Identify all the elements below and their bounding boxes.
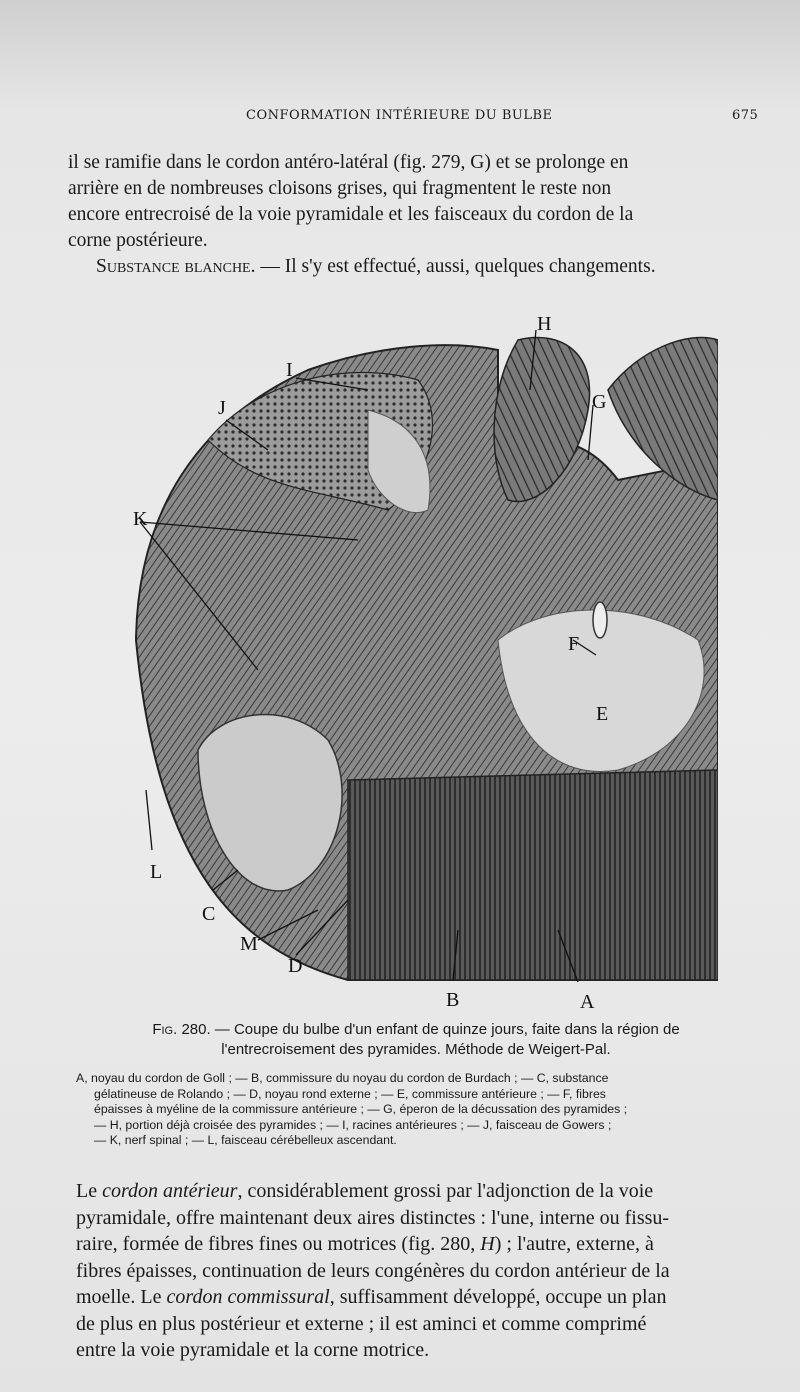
text-line bbox=[76, 1178, 766, 1205]
text-line bbox=[76, 1231, 766, 1258]
figure-label: F bbox=[568, 633, 580, 655]
legend-line: — K, nerf spinal ; — L, faisceau cérébelleux ascendant. bbox=[94, 1133, 397, 1147]
text-line: corne postérieure. bbox=[68, 230, 208, 251]
text-line: fibres épaisses, continuation de leurs congénères du cordon antérieur de la bbox=[76, 1259, 670, 1282]
paragraph-1 bbox=[68, 150, 756, 280]
text-line: de plus en plus postérieur et externe ; il est aminci et comme comprimé bbox=[76, 1312, 647, 1335]
figure-280-illustration bbox=[118, 310, 718, 1010]
figure-label: L bbox=[150, 861, 163, 883]
figure-label: B bbox=[446, 989, 460, 1010]
text-line: il se ramifie dans le cordon antéro-latéral (fig. 279, G) et se prolonge en bbox=[68, 152, 629, 173]
figure-label: D bbox=[288, 955, 303, 977]
paragraph-2 bbox=[76, 1178, 766, 1364]
caption-text: — Coupe du bulbe d'un enfant de quinze jours, faite dans la région de bbox=[210, 1021, 680, 1038]
figure-label: E bbox=[596, 703, 609, 725]
text-line bbox=[76, 1284, 766, 1311]
figure-label: G bbox=[592, 391, 607, 413]
central-canal bbox=[593, 602, 607, 638]
figure-number: Fig. 280. bbox=[152, 1021, 211, 1038]
italic-term: H bbox=[480, 1233, 495, 1255]
legend-line: A, noyau du cordon de Goll ; — B, commissure du noyau du cordon de Burdach ; — C, substance bbox=[76, 1071, 609, 1085]
figure-label: C bbox=[202, 903, 216, 925]
text-run: , suffisamment développé, occupe un plan bbox=[329, 1286, 667, 1308]
header-title: CONFORMATION INTÉRIEURE DU BULBE bbox=[246, 108, 553, 123]
figure-caption bbox=[76, 1020, 756, 1060]
section-heading: Substance blanche. bbox=[96, 256, 256, 277]
figure-label: M bbox=[240, 933, 258, 955]
running-header bbox=[0, 108, 800, 128]
text-run: moelle. Le bbox=[76, 1286, 167, 1308]
caption-text: l'entrecroisement des pyramides. Méthode de Weigert-Pal. bbox=[221, 1041, 611, 1058]
section-heading-text: — Il s'y est effectué, aussi, quelques changements. bbox=[255, 256, 656, 277]
figure-legend bbox=[76, 1071, 766, 1149]
legend-line: épaisses à myéline de la commissure antérieure ; — G, éperon de la décussation des pyramides ; bbox=[94, 1102, 628, 1116]
figure-label: I bbox=[286, 359, 293, 381]
page-number: 675 bbox=[732, 108, 759, 123]
figure-label: K bbox=[133, 508, 148, 530]
italic-term: cordon antérieur bbox=[102, 1180, 238, 1202]
text-line: arrière en de nombreuses cloisons grises, qui fragmentent le reste non bbox=[68, 178, 612, 199]
spinal-cord-section-drawing bbox=[118, 310, 718, 1010]
figure-label: A bbox=[580, 991, 595, 1010]
text-run: Le bbox=[76, 1180, 103, 1202]
legend-line: gélatineuse de Rolando ; — D, noyau rond externe ; — E, commissure antérieure ; — F, fibres bbox=[94, 1086, 606, 1101]
figure-label: H bbox=[537, 313, 552, 335]
text-line: entre la voie pyramidale et la corne motrice. bbox=[76, 1339, 430, 1361]
text-run: ) ; l'autre, externe, à bbox=[494, 1233, 654, 1255]
section-heading-line bbox=[68, 254, 756, 280]
text-run: raire, formée de fibres fines ou motrices (fig. 280, bbox=[76, 1233, 481, 1255]
italic-term: cordon commissural bbox=[166, 1286, 330, 1308]
figure-label: J bbox=[218, 397, 226, 419]
text-run: , considérablement grossi par l'adjonction de la voie bbox=[237, 1180, 654, 1202]
region-a-b bbox=[348, 770, 718, 980]
text-line: encore entrecroisé de la voie pyramidale et les faisceaux du cordon de la bbox=[68, 204, 634, 225]
text-line: pyramidale, offre maintenant deux aires distinctes : l'une, interne ou fissu- bbox=[76, 1206, 670, 1229]
legend-line: — H, portion déjà croisée des pyramides ; — I, racines antérieures ; — J, faisceau de Gowers ; bbox=[94, 1117, 612, 1132]
